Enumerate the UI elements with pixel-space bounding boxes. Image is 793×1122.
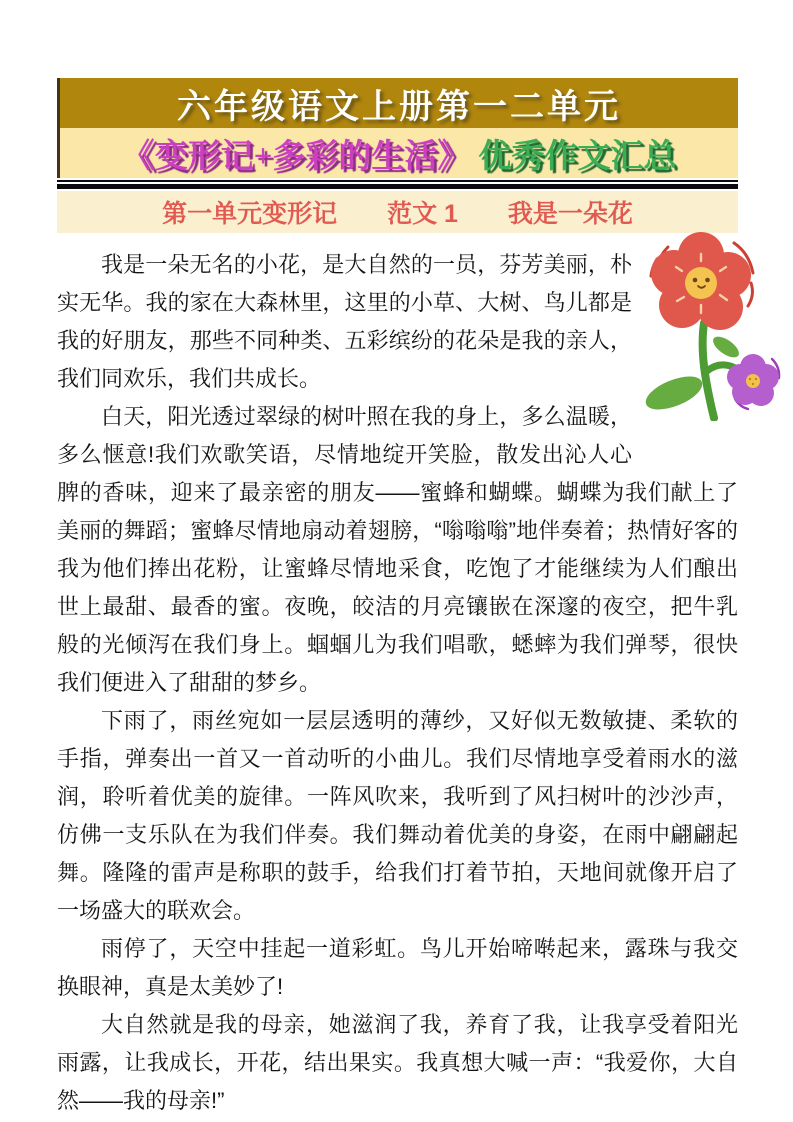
essay-body [57, 233, 738, 1120]
section-header [57, 191, 738, 233]
masthead-title: 六年级语文上册第一二单元 [177, 88, 621, 126]
masthead-title-band [60, 78, 738, 128]
essay-paragraph-5: 大自然就是我的母亲，她滋润了我，养育了我，让我享受着阳光雨露，让我成长，开花，结出果实。我真想大喊一声：“我爱你，大自然——我的母亲!” [57, 1012, 738, 1113]
masthead [57, 78, 738, 178]
double-rule-divider [57, 180, 738, 189]
red-flower [651, 232, 751, 330]
section-title: 第一单元变形记 范文 1 我是一朵花 [162, 200, 633, 228]
smiling-flowers-illustration [638, 231, 788, 421]
flowers-illustration-svg [638, 231, 788, 421]
masthead-subtitle-band [60, 128, 738, 178]
subtitle-book-titles: 《变形记+多彩的生活》 [121, 138, 471, 175]
purple-flower [727, 354, 779, 409]
subtitle-suffix: 优秀作文汇总 [478, 138, 677, 175]
essay-paragraph-4: 雨停了，天空中挂起一道彩虹。鸟儿开始啼啭起来，露珠与我交换眼神，真是太美妙了! [57, 936, 738, 999]
essay-paragraph-3: 下雨了，雨丝宛如一层层透明的薄纱，又好似无数敏捷、柔软的手指，弹奏出一首又一首动听的小曲儿。我们尽情地享受着雨水的滋润，聆听着优美的旋律。一阵风吹来，我听到了风扫树叶的沙沙声，仿佛一支乐队在为我们伴奏。我们舞动着优美的身姿，在雨中翩翩起舞。隆隆的雷声是称职的鼓手，给我们打着节拍，天地间就像开启了一场盛大的联欢会。 [57, 708, 738, 923]
essay-paragraph-2: 白天，阳光透过翠绿的树叶照在我的身上，多么温暖，多么惬意!我们欢歌笑语，尽情地绽开笑脸，散发出沁人心脾的香味，迎来了最亲密的朋友——蜜蜂和蝴蝶。蝴蝶为我们献上了美丽的舞蹈；蜜蜂尽情地扇动着翅膀，“嗡嗡嗡”地伴奏着；热情好客的我为他们捧出花粉，让蜜蜂尽情地采食，吃饱了才能继续为人们酿出世上最甜、最香的蜜。夜晚，皎洁的月亮镶嵌在深邃的夜空，把牛乳般的光倾泻在我们身上。蝈蝈儿为我们唱歌，蟋蟀为我们弹琴，很快我们便进入了甜甜的梦乡。 [57, 404, 738, 695]
essay-paragraph-1: 我是一朵无名的小花，是大自然的一员，芬芳美丽，朴实无华。我的家在大森林里，这里的小草、大树、鸟儿都是我的好朋友，那些不同种类、五彩缤纷的花朵是我的亲人，我们同欢乐，我们共成长。 [57, 252, 632, 391]
stem-and-leaves [641, 323, 744, 418]
divider-thick-line [57, 184, 738, 189]
